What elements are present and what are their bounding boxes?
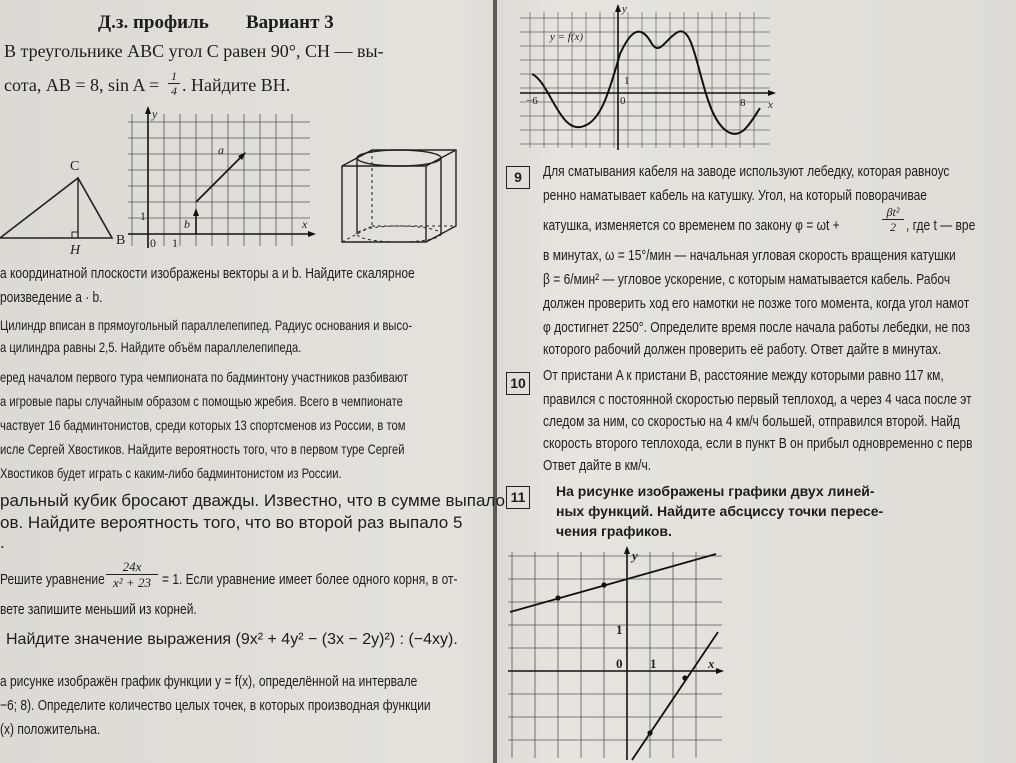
problem9-line5: β = 6/мин² — угловое ускорение, с которым наматывается кабель. Рабоч	[543, 271, 951, 288]
linear-graph-one-y: 1	[616, 622, 623, 637]
triangle-label-c: C	[70, 159, 80, 174]
problem9-number: 9	[506, 166, 530, 189]
problem1-line1: В треугольнике ABC угол C равен 90°, CH — вы-	[4, 41, 384, 61]
top-graph-x-label: x	[768, 99, 773, 111]
problem11-line3: чения графиков.	[556, 523, 672, 539]
header-left: Д.з. профиль	[98, 12, 209, 33]
problem7: Найдите значение выражения (9x² + 4y² − (3x − 2y)²) : (−4xy).	[6, 631, 458, 648]
problem8-line3: (x) положительна.	[0, 721, 101, 738]
grid1-vector-a: a	[218, 143, 224, 157]
problem9-line3-a: катушка, изменяется со временем по закону φ = ωt +	[543, 217, 840, 234]
problem2-line2: роизведение a · b.	[0, 289, 103, 306]
top-graph-func-label: y = f(x)	[550, 31, 584, 43]
problem9-line3-b: , где t — вре	[906, 217, 976, 234]
problem11-line2: ных функций. Найдите абсциссу точки пересе-	[556, 503, 884, 519]
problem9-line2: ренно наматывает кабель на катушку. Угол, на который поворачивае	[543, 187, 927, 204]
top-graph-zero: 0	[620, 95, 626, 107]
top-graph-y-label: y	[622, 3, 627, 15]
problem8-line1: а рисунке изображён график функции y = f(x), определённой на интервале	[0, 673, 418, 690]
cylinder-box-diagram	[338, 146, 468, 256]
problem6-fraction	[106, 560, 158, 589]
problem9-line1: Для сматывания кабеля на заводе используют лебедку, которая равноус	[543, 163, 950, 180]
grid1-x-label: x	[302, 217, 308, 231]
problem9-fraction-den: 2	[890, 220, 896, 234]
problem6-label: Решите уравнение	[0, 571, 105, 588]
grid1-vector-b: b	[184, 217, 190, 231]
vector-grid	[128, 108, 318, 250]
grid1-zero: 0	[150, 236, 156, 250]
problem5-line3: .	[0, 533, 5, 552]
problem8-line2: −6; 8). Определите количество целых точек, в которых производная функции	[0, 697, 431, 714]
linear-graph-one-x: 1	[650, 656, 657, 671]
problem4-line4: исле Сергей Хвостиков. Найдите вероятность того, что в первом туре Сергей	[0, 441, 405, 457]
triangle-label-b: B	[116, 233, 126, 248]
top-graph-eight: 8	[740, 97, 746, 109]
problem10-line5: Ответ дайте в км/ч.	[543, 457, 652, 474]
problem10-line4: скорость второго теплохода, если в пункт B он прибыл одновременно с перв	[543, 435, 973, 452]
problem3-line1: Цилиндр вписан в прямоугольный параллелепипед. Радиус основания и высо-	[0, 317, 413, 333]
problem1-fraction-den: 4	[171, 84, 177, 98]
top-graph-minus6: −6	[526, 95, 538, 107]
page-fold-divider	[493, 0, 497, 763]
problem4-line2: а игровые пары случайным образом с помощью жребия. Всего в чемпионате	[0, 393, 403, 409]
problem4-line1: еред началом первого тура чемпионата по бадминтону участников разбивают	[0, 369, 409, 385]
top-graph-one: 1	[624, 75, 630, 87]
problem4-line3: частвует 16 бадминтонистов, среди которых 13 спортсменов из России, в том	[0, 417, 406, 433]
triangle-label-h: H	[70, 243, 81, 258]
problem5-line1: ральный кубик бросают дважды. Известно, что в сумме выпало	[0, 491, 505, 510]
problem6-line1-b: = 1. Если уравнение имеет более одного корня, в от-	[162, 571, 458, 588]
problem10-line2: правился с постоянной скоростью первый теплоход, а через 4 часа после эт	[543, 391, 972, 408]
problem1-line2-a: сота, AB = 8, sin A =	[4, 75, 160, 95]
function-graph-top	[520, 4, 780, 154]
problem10-line1: От пристани A к пристани B, расстояние между которыми равно 117 км,	[543, 367, 944, 384]
problem10-line3: следом за ним, со скоростью на 4 км/ч большей, отправился второй. Найд	[543, 413, 960, 430]
linear-functions-graph	[508, 548, 728, 760]
problem9-fraction-num: βt²	[886, 205, 900, 219]
problem6-line2: вете запишите меньший из корней.	[0, 601, 197, 618]
problem4-line5: Хвостиков будет играть с каким-либо бадминтонистом из России.	[0, 465, 342, 481]
problem10-number: 10	[506, 372, 530, 395]
problem5-line2: ов. Найдите вероятность того, что во второй раз выпало 5	[0, 513, 463, 532]
linear-graph-y-label: y	[632, 548, 638, 563]
problem9-line7: φ достигнет 2250°. Определите время после начала работы лебедки, не поз	[543, 319, 971, 336]
problem9-line4: в минутах, ω = 15°/мин — начальная угловая скорость вращения катушки	[543, 247, 956, 264]
linear-graph-zero: 0	[616, 656, 623, 671]
linear-graph-x-label: x	[708, 656, 715, 671]
grid1-one-y: 1	[140, 209, 146, 223]
problem1-line2-b: . Найдите BH.	[182, 75, 291, 95]
grid1-y-label: y	[152, 107, 158, 121]
grid1-one-x: 1	[172, 236, 178, 250]
problem9-line8: которого рабочий должен проверить её работу. Ответ дайте в минутах.	[543, 341, 942, 358]
problem6-fraction-num: 24x	[122, 559, 142, 574]
problem11-number: 11	[506, 486, 530, 509]
problem9-line6: должен проверить ход его намотки не позже того момента, когда угол намот	[543, 295, 970, 312]
problem2-line1: а координатной плоскости изображены векторы a и b. Найдите скалярное	[0, 265, 415, 282]
problem6-fraction-den: x² + 23	[113, 575, 151, 590]
problem11-line1: На рисунке изображены графики двух линей-	[556, 483, 875, 499]
triangle-diagram	[0, 150, 130, 260]
header-variant: Вариант 3	[246, 12, 334, 33]
problem1-fraction	[168, 70, 180, 97]
problem9-fraction	[882, 206, 904, 233]
problem3-line2: а цилиндра равны 2,5. Найдите объём параллелепипеда.	[0, 339, 302, 355]
problem1-fraction-num: 1	[171, 69, 177, 83]
